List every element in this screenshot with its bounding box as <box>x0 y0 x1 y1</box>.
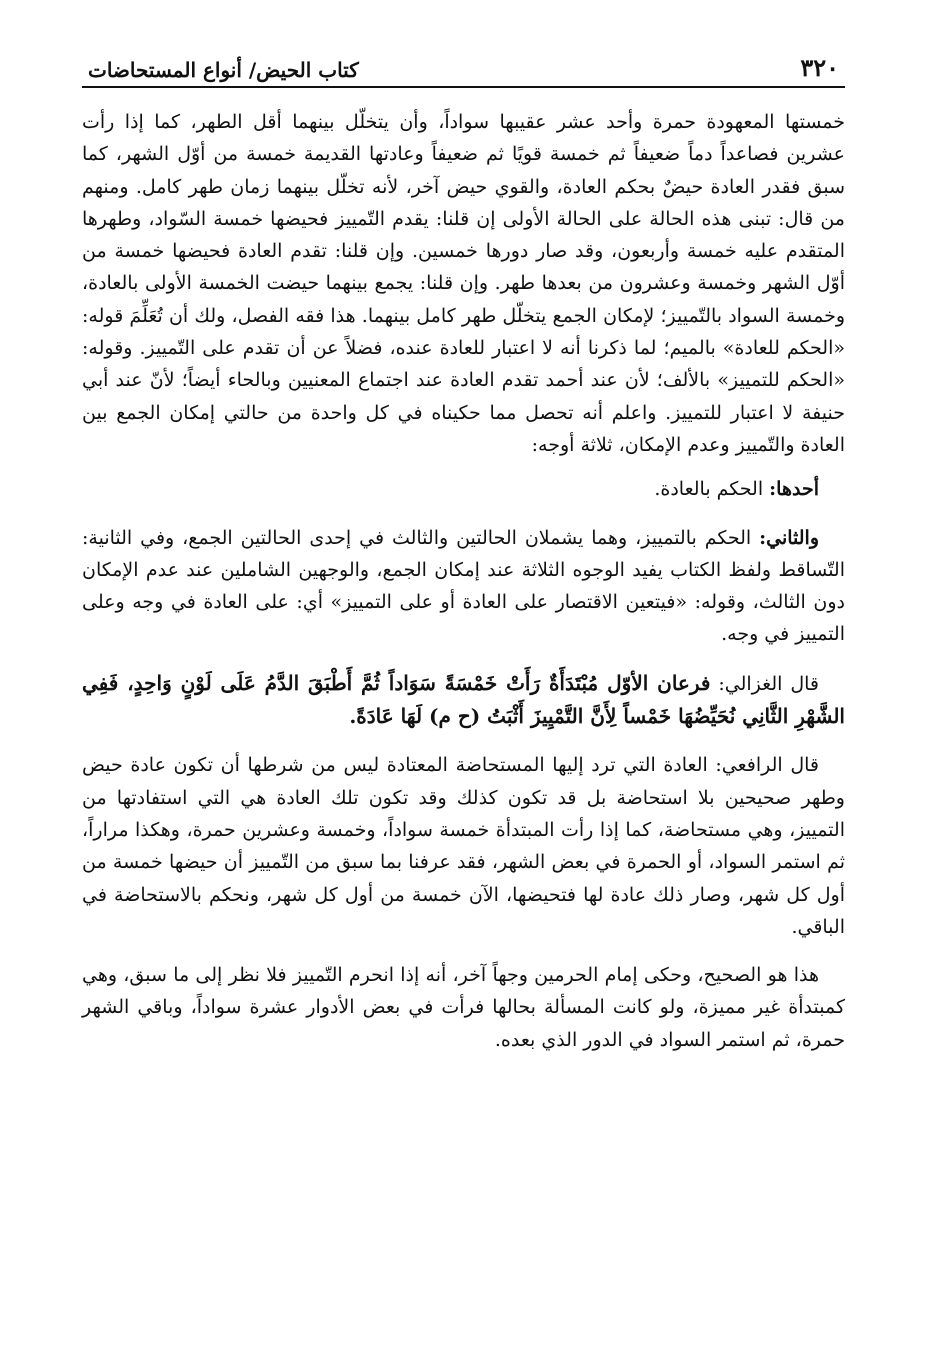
running-title: كتاب الحيض/ أنواع المستحاضات <box>88 58 359 82</box>
page-body <box>82 106 845 1056</box>
paragraph-2-text: الحكم بالعادة. <box>654 478 770 501</box>
paragraph-1: خمستها المعهودة حمرة وأحد عشر عقيبها سواداً، وأن يتخلّل بينهما أقل الطهر، كما إذا رأت عشرين فصاعداً دماً ضعيفاً ثم خمسة قويًا ثم ضعيفاً وعادتها القديمة خمسة من أوّل الشهر، كما سبق فقدر العادة حيضٌ بحكم العادة، والقوي حيض آخر، لأنه تخلّل بينهما زمان طهر كامل. ومنهم من قال: تبنى هذه الحالة على الحالة الأولى إن قلنا: يقدم التّمييز فحيضها خمسة السّواد، وطهرها المتقدم عليه خمسة وأربعون، وقد صار دورها خمسين. وإن قلنا: تقدم العادة فحيضها خمسة من أوّل الشهر وخمسة وعشرون من بعدها طهر. وإن قلنا: يجمع بينهما حيضت الخمسة الأولى بالعادة، وخمسة السواد بالتّمييز؛ لإمكان الجمع يتخلّل طهر كامل بينهما. هذا فقه الفصل، ولك أن تُعَلِّمَ قوله: «الحكم للعادة» بالميم؛ لما ذكرنا أنه لا اعتبار للعادة عنده، فضلاً عن أن تقدم على التّمييز. وقوله: «الحكم للتمييز» بالألف؛ لأن عند أحمد تقدم العادة عند اجتماع المعنيين وبالحاء أيضاً؛ لأنّ عند أبي حنيفة لا اعتبار للتمييز. واعلم أنه تحصل مما حكيناه في كل واحدة من حالتي إمكان الجمع بين العادة والتّمييز وعدم الإمكان، ثلاثة أوجه: <box>82 111 845 456</box>
paragraph-3-lead: والثاني: <box>759 526 819 549</box>
paragraph-2 <box>82 473 845 505</box>
page-number: ٣٢٠ <box>800 53 839 82</box>
paragraph-3 <box>82 522 845 651</box>
paragraph-4 <box>82 667 845 734</box>
page-header <box>82 42 845 88</box>
paragraph-6: هذا هو الصحيح، وحكى إمام الحرمين وجهاً آخر، أنه إذا انحرم التّمييز فلا نظر إلى ما سبق، وهي كمبتدأة غير مميزة، ولو كانت المسألة بحالها فرأت في بعض الأدوار عشرة سواداً، وباقي الشهر حمرة، ثم استمر السواد في الدور الذي بعده. <box>82 964 845 1051</box>
paragraph-2-lead: أحدها: <box>769 478 819 501</box>
ghazali-quote: فرعان الأوّل مُبْتَدَأَةٌ رَأَتْ خَمْسَةً سَوَاداً ثُمَّ أَطْبَقَ الدَّمُ عَلَى لَوْنٍ وَاحِدٍ، فَفِي الشَّهْرِ الثَّانِي نُحَيِّضُهَا خَمْساً لِأَنَّ التَّمْيِيزَ أَثْبَتُ (ح م) لَهَا عَادَةً. <box>82 670 845 729</box>
paragraph-5: قال الرافعي: العادة التي ترد إليها المستحاضة المعتادة ليس من شرطها أن تكون عادة حيض وطهر صحيحين بلا استحاضة بل قد تكون كذلك وقد تكون تلك العادة هي التي استفادتها من التمييز، وهي مستحاضة، كما إذا رأت المبتدأة خمسة سواداً، وخمسة وعشرين حمرة، وهكذا مراراً، ثم استمر السواد، أو الحمرة في بعض الشهر، فقد عرفنا بما سبق من التّمييز أن حيضها خمسة من أول كل شهر، وصار ذلك عادة لها فتحيضها، الآن خمسة من أول كل شهر، ونحكم بالاستحاضة في الباقي. <box>82 754 845 938</box>
paragraph-4-lead: قال الغزالي: <box>710 672 820 695</box>
paragraph-3-text: الحكم بالتمييز، وهما يشملان الحالتين والثالث في إحدى الحالتين الجمع، وفي الثانية: التّساقط ولفظ الكتاب يفيد الوجوه الثلاثة عند إمكان الجمع، والوجهين الشاملين عند عدم الإمكان دون الثالث، وقوله: «فيتعين الاقتصار على العادة أو على التمييز» أي: على العادة في وجه وعلى التمييز في وجه. <box>82 526 845 646</box>
